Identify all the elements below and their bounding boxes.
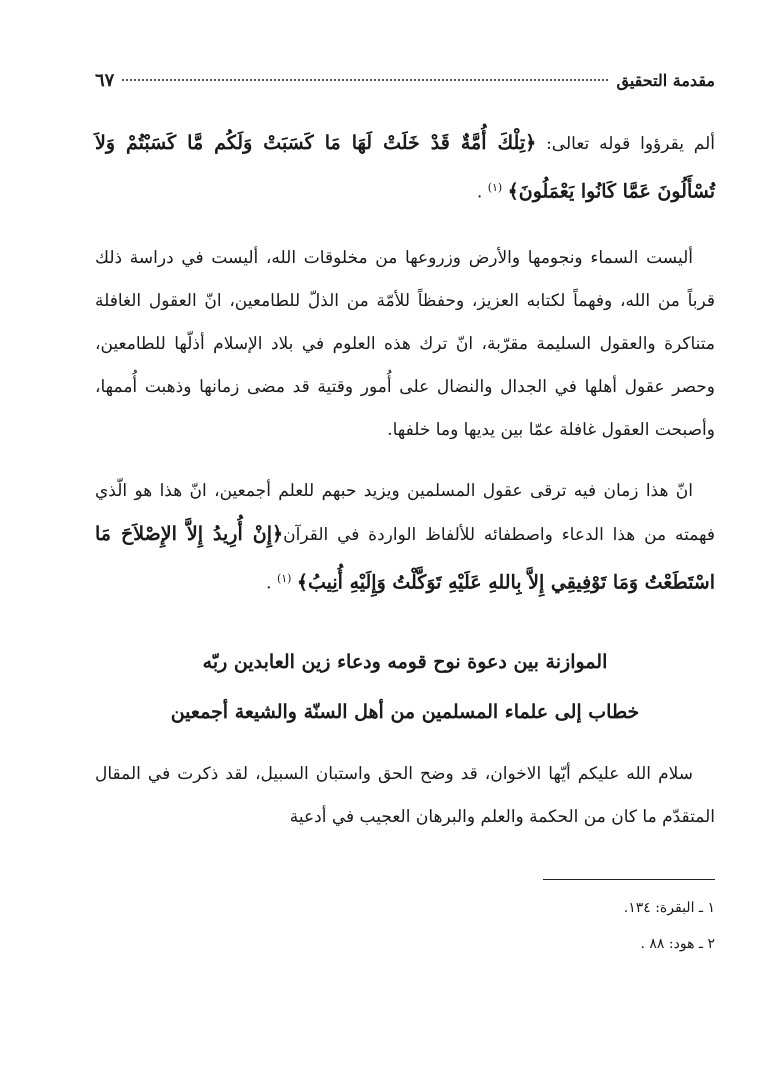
paragraph-1 xyxy=(95,122,715,215)
running-header xyxy=(95,70,715,100)
leader-dots xyxy=(122,79,608,81)
paragraph-3-intro: انّ هذا زمان فيه ترقى عقول المسلمين ويزيد حبهم للعلم أجمعين، انّ هذا هو الّذي فهمته من هذا الدعاء واصطفائه للألفاظ الواردة في القرآن xyxy=(95,480,715,545)
section-heading-2: خطاب إلى علماء المسلمين من أهل السنّة والشيعة أجمعين xyxy=(170,701,640,724)
footnote-ref-1: (١) xyxy=(487,181,503,194)
quran-verse-2: ﴿إِنْ أُرِيدُ إِلاَّ الإِصْلاَحَ مَا اسْتَطَعْتُ وَمَا تَوْفِيقِي إِلاَّ بِاللهِ عَلَيْهِ تَوَكَّلْتُ وَإِلَيْهِ أُنِيبُ﴾ xyxy=(95,522,715,594)
footnote-1: ١ ـ البقرة: ١٣٤. xyxy=(623,900,715,917)
paragraph-1-intro: ألم يقرؤوا قوله تعالى: xyxy=(536,134,715,154)
footnote-divider xyxy=(543,879,715,880)
page-number: ٦٧ xyxy=(95,70,115,91)
section-title: مقدمة التحقيق xyxy=(616,71,715,90)
paragraph-3-end: . xyxy=(266,573,277,594)
paragraph-1-end: . xyxy=(476,182,488,203)
paragraph-2: أليست السماء ونجومها والأرض وزروعها من مخلوقات الله، أليست في دراسة ذلك قرباً من الله، وفهماً لكتابه العزيز، وحفظاً للأمّة من الذلّ للطامعين، انّ العقول الغافلة متناكرة والعقول السليمة مقرّبة، انّ ترك هذه العلوم في بلاد الإسلام أذلّها للطامعين، وحصر عقول أهلها في الجدال والنضال على أُمور وقتية قد مضى زمانها وذهبت أُممها، وأصبحت العقول غافلة عمّا بين يديها وما خلفها. xyxy=(95,247,715,440)
paragraph-4: سلام الله عليكم أيّها الاخوان، قد وضح الحق واستبان السبيل، لقد ذكرت في المقال المتقدّم ما كان من الحكمة والعلم والبرهان العجيب في أدعية xyxy=(95,764,715,828)
footnote-2: ٢ ـ هود: ٨٨ . xyxy=(640,936,715,953)
section-heading-1: الموازنة بين دعوة نوح قومه ودعاء زين العابدين ربّه xyxy=(202,651,608,674)
footnote-ref-2: (١) xyxy=(276,571,292,585)
quran-verse-1: ﴿تِلْكَ أُمَّةٌ قَدْ خَلَتْ لَهَا مَا كَسَبَتْ وَلَكُم مَّا كَسَبْتُمْ وَلاَ تُسْأَلُونَ عَمَّا كَانُوا يَعْمَلُونَ﴾ xyxy=(95,132,715,203)
paragraph-3 xyxy=(95,470,715,606)
book-page xyxy=(95,70,715,962)
